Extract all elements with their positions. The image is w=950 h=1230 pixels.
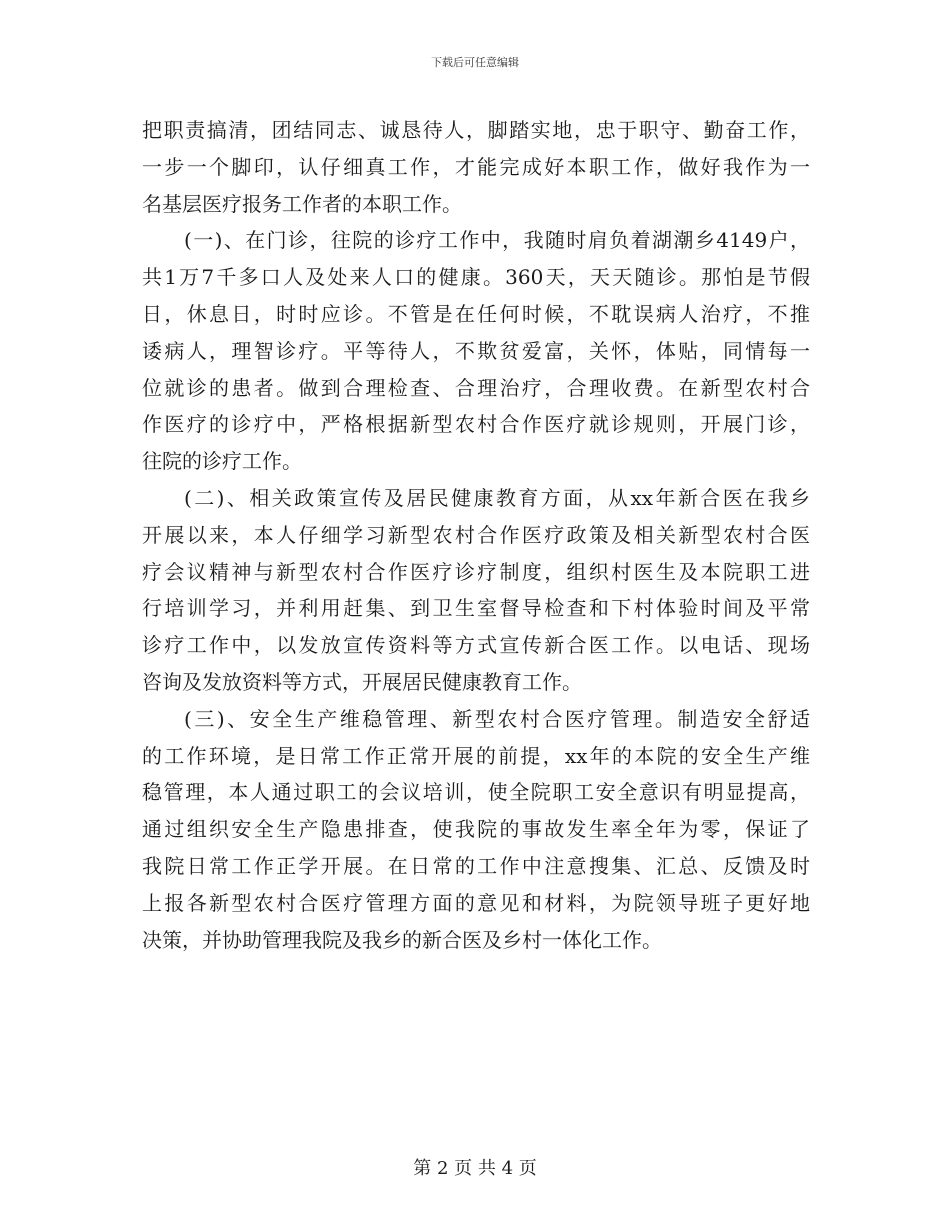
text-line: (一)、在门诊，往院的诊疗工作中，我随时肩负着湖潮乡4149户， bbox=[184, 228, 810, 253]
text-line: (三)、安全生产维稳管理、新型农村合医疗管理。制造安全舒适 bbox=[184, 706, 810, 731]
text-line: 往院的诊疗工作。 bbox=[142, 449, 302, 474]
text-line: (二)、相关政策宣传及居民健康教育方面，从xx年新合医在我乡 bbox=[184, 485, 810, 510]
text-line: 日，休息日，时时应诊。不管是在任何时候，不耽误病人治疗，不推 bbox=[142, 301, 810, 326]
text-line: 名基层医疗报务工作者的本职工作。 bbox=[142, 191, 462, 216]
text-line: 一步一个脚印，认仔细真工作，才能完成好本职工作，做好我作为一 bbox=[142, 154, 810, 179]
text-line: 作医疗的诊疗中，严格根据新型农村合作医疗就诊规则，开展门诊， bbox=[142, 412, 810, 437]
text-line: 的工作环境，是日常工作正常开展的前提，xx年的本院的安全生产维 bbox=[142, 743, 810, 768]
text-line: 诊疗工作中，以发放宣传资料等方式宣传新合医工作。以电话、现场 bbox=[142, 633, 810, 658]
text-line: 咨询及发放资料等方式，开展居民健康教育工作。 bbox=[142, 669, 582, 694]
page-header: 下载后可任意编辑 bbox=[431, 56, 519, 69]
text-line: 决策，并协助管理我院及我乡的新合医及乡村一体化工作。 bbox=[142, 927, 662, 952]
document-body bbox=[142, 112, 810, 958]
text-line: 通过组织安全生产隐患排查，使我院的事故发生率全年为零，保证了 bbox=[142, 817, 810, 842]
text-line: 位就诊的患者。做到合理检查、合理治疗，合理收费。在新型农村合 bbox=[142, 375, 810, 400]
text-line: 行培训学习，并利用赶集、到卫生室督导检查和下村体验时间及平常 bbox=[142, 596, 810, 621]
text-line: 上报各新型农村合医疗管理方面的意见和材料，为院领导班子更好地 bbox=[142, 890, 810, 915]
text-line: 我院日常工作正学开展。在日常的工作中注意搜集、汇总、反馈及时 bbox=[142, 853, 810, 878]
text-line: 开展以来，本人仔细学习新型农村合作医疗政策及相关新型农村合医 bbox=[142, 522, 810, 547]
text-line: 疗会议精神与新型农村合作医疗诊疗制度，组织村医生及本院职工进 bbox=[142, 559, 810, 584]
text-line: 诿病人，理智诊疗。平等待人，不欺贫爱富，关怀，体贴，同情每一 bbox=[142, 338, 810, 363]
text-line: 把职责搞清，团结同志、诚恳待人，脚踏实地，忠于职守、勤奋工作， bbox=[142, 118, 810, 142]
page-footer: 第 2 页 共 4 页 bbox=[413, 1158, 537, 1179]
text-line: 共1万7千多口人及处来人口的健康。360天，天天随诊。那怕是节假 bbox=[142, 265, 810, 290]
text-line: 稳管理，本人通过职工的会议培训，使全院职工安全意识有明显提高， bbox=[142, 780, 810, 805]
